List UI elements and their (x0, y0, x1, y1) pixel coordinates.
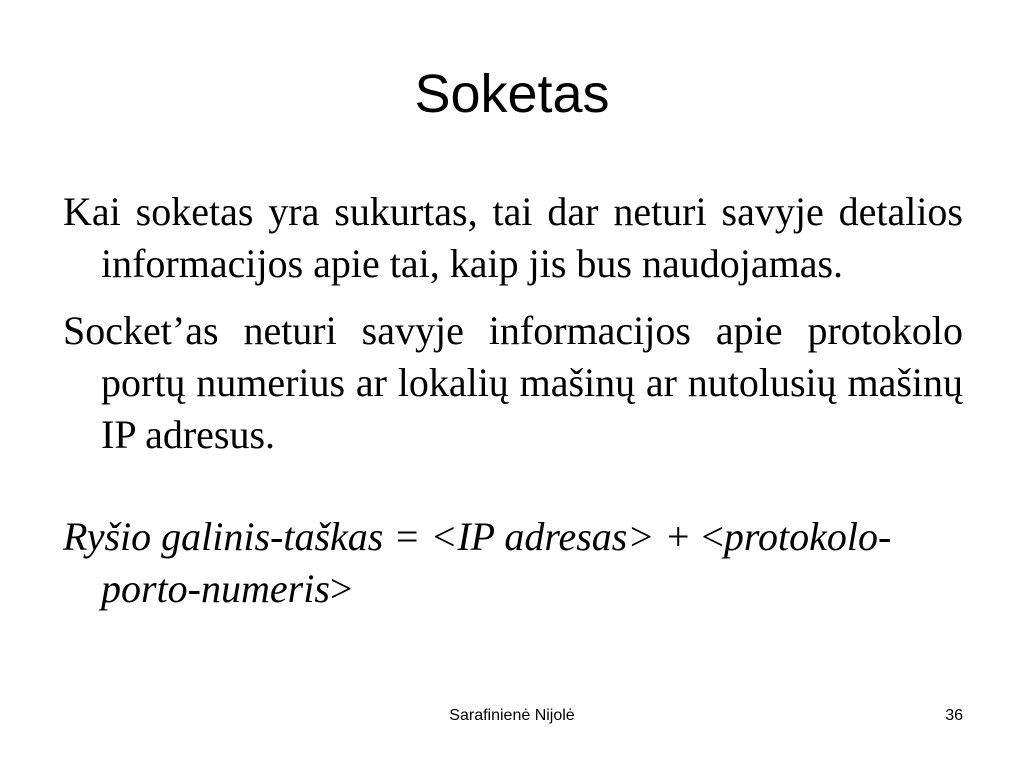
body-paragraph-2: Socket’as neturi savyje informacijos apie protokolo portų numerius ar lokalių mašinų ar nutolusių mašinų IP adresus. (63, 308, 963, 457)
formula-open-bracket: < (701, 514, 724, 559)
formula-close-bracket: > (329, 566, 353, 611)
body-paragraph-1: Kai soketas yra sukurtas, tai dar neturi savyje detalios informacijos apie tai, kaip jis bus naudojamas. (63, 189, 963, 286)
formula-part-1: Ryšio galinis-taškas = <IP adresas> + (63, 514, 702, 559)
footer-author: Sarafinienė Nijolė (449, 707, 575, 724)
endpoint-formula (63, 511, 963, 615)
footer-page-number: 36 (945, 707, 963, 724)
slide-body (63, 186, 963, 630)
slide-title: Soketas (414, 64, 610, 124)
formula-part-2: protokolo-porto-numeris (101, 514, 892, 611)
